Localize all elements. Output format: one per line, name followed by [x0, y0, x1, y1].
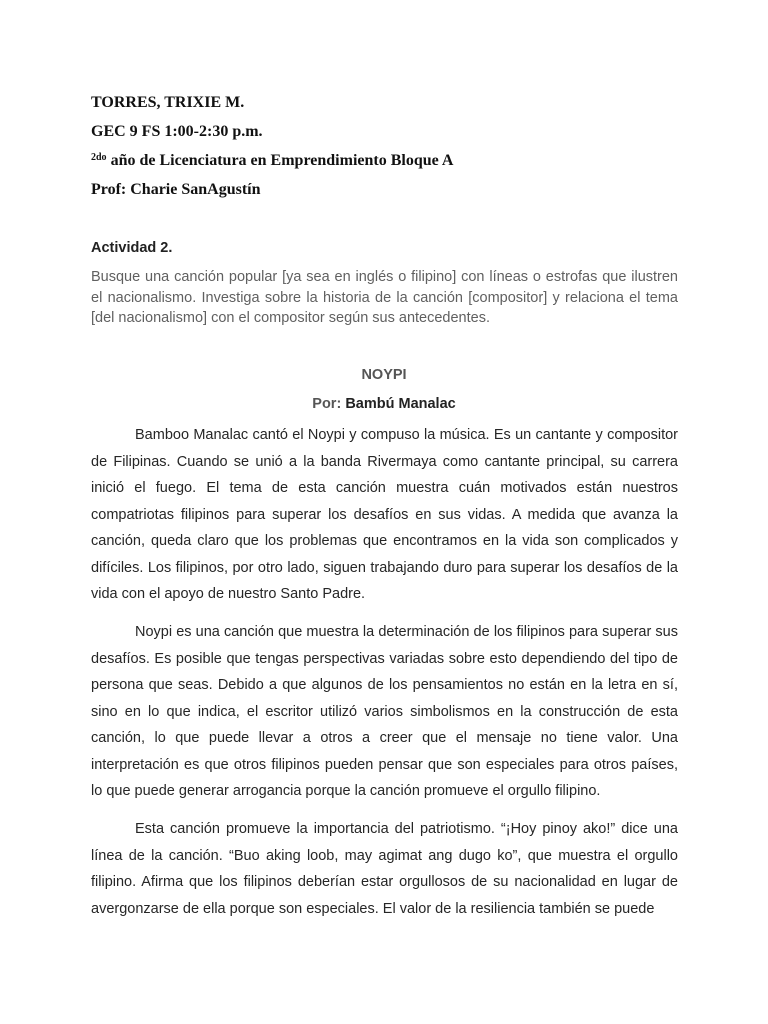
professor-name: Prof: Charie SanAgustín	[91, 181, 261, 198]
body-paragraph: Noypi es una canción que muestra la determinación de los filipinos para superar sus desafíos. Es posible que tengas perspectivas variadas sobre esto dependiendo del tipo de persona que seas. Debido a que algunos de los pensamientos no están en la letra en sí, sino en lo que indica, el escritor utilizó varios simbolismos en la construcción de esta canción, lo que puede llevar a otros a creer que el mensaje no tiene valor. Una interpretación es que otros filipinos pueden pensar que son especiales para otros países, lo que puede generar arrogancia porque la canción promueve el orgullo filipino.	[91, 624, 678, 799]
body-paragraph: Bamboo Manalac cantó el Noypi y compuso la música. Es un cantante y compositor de Filipinas. Cuando se unió a la banda Rivermaya como cantante principal, su carrera inició el fuego. El tema de esta canción muestra cuán motivados están nuestros compatriotas filipinos para superar los desafíos en sus vidas. A medida que avanza la canción, queda claro que los problemas que encontramos en la vida son complicados y difíciles. Los filipinos, por otro lado, siguen trabajando duro para superar los desafíos de la vida con el apoyo de nuestro Santo Padre.	[91, 427, 678, 602]
year-ordinal: 2do	[91, 152, 107, 163]
song-title: NOYPI	[361, 367, 407, 383]
student-header	[91, 88, 691, 204]
activity-title: Actividad 2.	[91, 240, 173, 256]
activity-instructions: Busque una canción popular [ya sea en inglés o filipino] con líneas o estrofas que ilustren el nacionalismo. Investiga sobre la historia de la canción [compositor] y relaciona el tema [del nacionalismo] con el compositor según sus antecedentes.	[91, 269, 678, 326]
song-author	[0, 396, 768, 412]
program-text: año de Licenciatura en Emprendimiento Bloque A	[106, 152, 454, 169]
author-prefix: Por:	[312, 396, 346, 412]
student-name: TORRES, TRIXIE M.	[91, 94, 245, 111]
course-schedule: GEC 9 FS 1:00-2:30 p.m.	[91, 123, 263, 140]
body-paragraph: Esta canción promueve la importancia del patriotismo. “¡Hoy pinoy ako!” dice una línea de la canción. “Buo aking loob, may agimat ang dugo ko”, que muestra el orgullo filipino. Afirma que los filipinos deberían estar orgullosos de su nacionalidad en lugar de avergonzarse de ella porque son especiales. El valor de la resiliencia también se puede	[91, 821, 678, 917]
program-year	[91, 146, 691, 175]
author-name: Bambú Manalac	[345, 396, 456, 412]
